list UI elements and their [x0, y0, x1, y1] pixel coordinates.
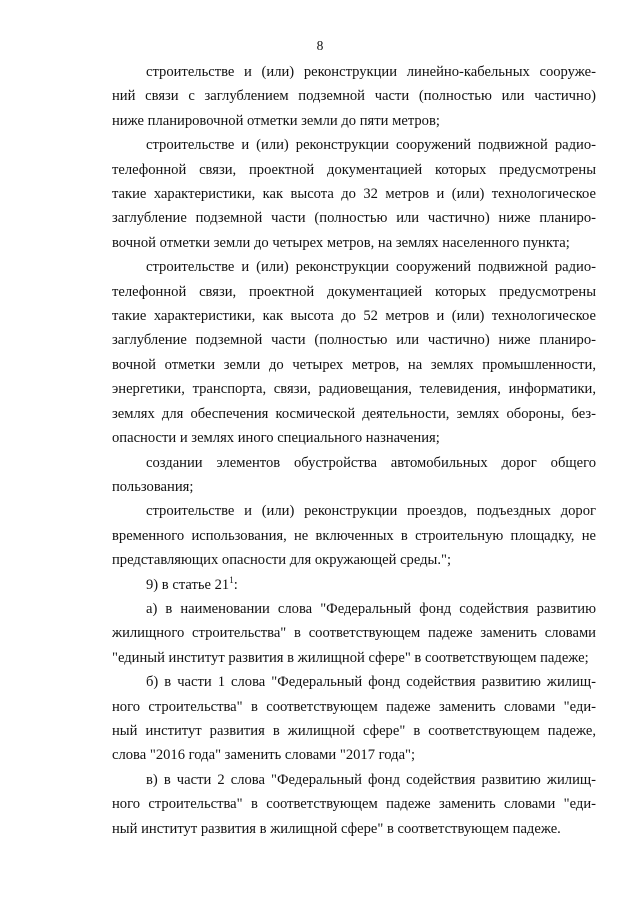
text-line: ный институт развития в жилищной сфере" в соответствующем падеже,	[112, 722, 596, 739]
text-line: вочной отметки земли до четырех метров, на землях промышленности,	[112, 356, 596, 373]
text-line: ный институт развития в жилищной сфере" в соответствующем падеже.	[112, 820, 561, 837]
article-colon: :	[233, 576, 238, 593]
text-line: землях для обеспечения космической деятельности, землях обороны, без-	[112, 405, 596, 422]
paragraph-radiotelephone-32m	[112, 133, 596, 255]
text-line: слова "2016 года" заменить словами "2017 года";	[112, 747, 416, 764]
text-line	[112, 573, 596, 597]
text-line: ного строительства" в соответствующем падеже заменить словами "еди-	[112, 796, 596, 813]
paragraph-road-elements	[112, 451, 596, 500]
text-line: "единый институт развития в жилищной сфере" в соответствующем падеже;	[112, 649, 589, 666]
text-line: жилищного строительства" в соответствующем падеже заменить словами	[112, 625, 596, 642]
text-line: б) в части 1 слова "Федеральный фонд содействия развитию жилищ-	[146, 674, 596, 691]
paragraph-radiotelephone-52m	[112, 255, 596, 450]
text-line: ний связи с заглублением подземной части (полностью или частично)	[112, 88, 596, 105]
text-line: такие характеристики, как высота до 32 метров и (или) технологическое	[112, 186, 596, 203]
article-superscript: 1	[229, 574, 234, 585]
text-line: пользования;	[112, 478, 194, 495]
text-line: строительстве и (или) реконструкции сооружений подвижной радио-	[146, 137, 596, 154]
text-line: телефонной связи, проектной документацией которых предусмотрены	[112, 161, 596, 178]
text-line: создании элементов обустройства автомобильных дорог общего	[146, 454, 596, 471]
text-line: строительстве и (или) реконструкции сооружений подвижной радио-	[146, 259, 596, 276]
text-line: в) в части 2 слова "Федеральный фонд содействия развитию жилищ-	[146, 771, 596, 788]
text-line: представляющих опасности для окружающей среды.";	[112, 552, 452, 569]
text-line: а) в наименовании слова "Федеральный фонд содействия развитию	[146, 600, 596, 617]
text-line: временного использования, не включенных в строительную площадку, не	[112, 527, 596, 544]
text-line: ниже планировочной отметки земли до пяти метров;	[112, 112, 440, 129]
paragraph-article-21-1	[112, 573, 596, 597]
page-number: 8	[316, 38, 324, 53]
paragraph-item-a	[112, 597, 596, 670]
text-line: строительстве и (или) реконструкции линейно-кабельных сооруже-	[146, 64, 596, 80]
text-line: телефонной связи, проектной документацией которых предусмотрены	[112, 283, 596, 300]
text-line: энергетики, транспорта, связи, радиовещания, телевидения, информатики,	[112, 381, 596, 398]
paragraph-linear-cable-structures	[112, 60, 596, 133]
text-line: заглубление подземной части (полностью или частично) ниже планиро-	[112, 332, 596, 349]
paragraph-item-b	[112, 670, 596, 768]
text-line: строительстве и (или) реконструкции проездов, подъездных дорог	[146, 503, 596, 520]
paragraph-item-v	[112, 768, 596, 841]
document-body	[112, 60, 596, 841]
paragraph-temporary-roads	[112, 499, 596, 572]
text-line: опасности и землях иного специального назначения;	[112, 430, 440, 447]
text-line: ного строительства" в соответствующем падеже заменить словами "еди-	[112, 698, 596, 715]
text-line: вочной отметки земли до четырех метров, на землях населенного пункта;	[112, 234, 570, 251]
text-line: такие характеристики, как высота до 52 метров и (или) технологическое	[112, 308, 596, 325]
text-line: заглубление подземной части (полностью или частично) ниже планиро-	[112, 210, 596, 227]
article-reference: 9) в статье 21	[146, 576, 230, 593]
